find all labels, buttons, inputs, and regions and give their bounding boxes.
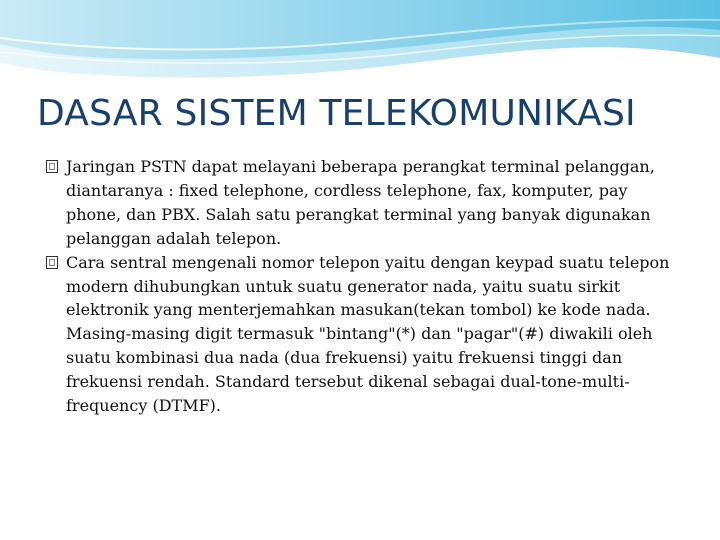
bullet-text: Cara sentral mengenali nomor telepon yaitu dengan keypad suatu telepon modern dihubungkan untuk suatu generator nada, yaitu suatu sirkit elektronik yang menterjemahkan masukan(tekan tombol) ke kode nada. Masing-masing digit termasuk "bintang"(*) dan "pagar"(#) diwakili oleh suatu kombinasi dua nada (dua frekuensi) yaitu frekuensi tinggi dan frekuensi rendah. Standard tersebut dikenal sebagai dual-tone-multi-frequency (DTMF). [66,252,670,416]
slide-body [46,155,684,418]
header-wave-decoration [0,0,720,95]
bullet-item [46,251,684,418]
slide-title: DASAR SISTEM TELEKOMUNIKASI [37,93,636,134]
bullet-text: Jaringan PSTN dapat melayani beberapa perangkat terminal pelanggan, diantaranya : fixed telephone, cordless telephone, fax, komputer, pay phone, dan PBX. Salah satu perangkat terminal yang banyak digunakan pelanggan adalah telepon. [66,157,655,248]
bullet-item [46,155,684,251]
bullet-box-icon [46,160,58,173]
bullet-box-icon [46,256,58,269]
